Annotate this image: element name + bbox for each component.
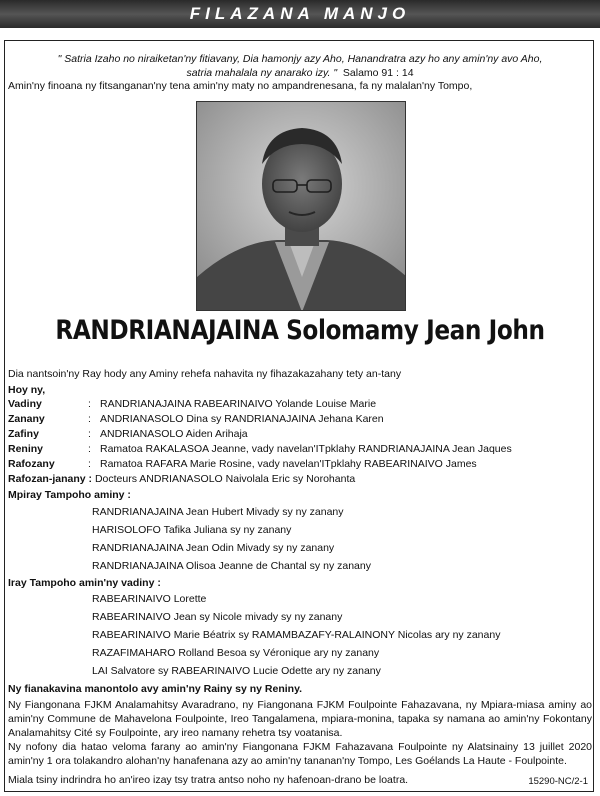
relative-label: Zanany	[8, 413, 45, 425]
paragraph-organizations: Ny Fiangonana FJKM Analamahitsy Avaradrano, ny Fiangonana FJKM Foulpointe Fahazavana, ny Mpiara-miasa aminy ao amin'ny Commune de Mahavelona Foulpointe, Ireo Tangalamena, mpiara-monina, tapaka sy namana ao amin'ny Fokontany Analamahitsy Cité sy Foulpointe, ary ireo namany rehetra tsy voatanisa.	[8, 699, 592, 739]
relative-value: RANDRIANAJAINA RABEARINAIVO Yolande Louise Marie	[100, 398, 377, 410]
notice-header	[0, 0, 600, 28]
rafozan-janany-value: Docteurs ANDRIANASOLO Naivolala Eric sy Norohanta	[94, 473, 356, 485]
relative-value: ANDRIANASOLO Dina sy RANDRIANAJAINA Jehana Karen	[100, 413, 384, 425]
mpiray-title: Mpiray Tampoho aminy :	[8, 489, 131, 501]
rafozan-janany-row	[8, 473, 355, 485]
portrait-image	[197, 102, 406, 311]
iray-item: RAZAFIMAHARO Rolland Besoa sy Véronique ary ny zanany	[92, 647, 380, 659]
notice-title: FILAZANA MANJO	[189, 4, 411, 23]
verse-line-2: satria mahalala ny anarako izy. "	[186, 67, 338, 79]
mpiray-item: RANDRIANAJAINA Jean Hubert Mivady sy ny zanany	[92, 506, 344, 518]
relative-value: Ramatoa RAFARA Marie Rosine, vady navelan'ITpklahy RABEARINAIVO James	[100, 458, 477, 470]
final-note: Miala tsiny indrindra ho an'ireo izay tsy tratra antso noho ny hafenoan-drano be loatra.	[8, 774, 409, 786]
relative-label: Zafiny	[8, 428, 39, 440]
bible-verse	[20, 52, 580, 80]
iray-item: RABEARINAIVO Lorette	[92, 593, 207, 605]
rafozan-janany-label: Rafozan-janany :	[8, 473, 93, 485]
deceased-name: RANDRIANAJAINA Solomamy Jean John	[55, 315, 545, 346]
relative-row: Zafiny : ANDRIANASOLO Aiden Arihaja	[8, 428, 248, 440]
portrait-photo	[196, 101, 406, 311]
hoy-ny-label: Hoy ny,	[8, 384, 46, 396]
ad-code: 15290-NC/2-1	[528, 776, 588, 787]
paragraph-funeral: Ny nofony dia hatao veloma farany ao amin'ny Fiangonana FJKM Fahazavana Foulpointe ny Alatsinainy 13 juillet 2020 amin'ny 1 ora tolakandro alohan'ny hanafenana azy ao amin'ny tananan'ny Tompo, Les Goélands La Haute - Foulpointe.	[8, 741, 592, 767]
relative-value: ANDRIANASOLO Aiden Arihaja	[100, 428, 248, 440]
mpiray-item: HARISOLOFO Tafika Juliana sy ny zanany	[92, 524, 292, 536]
relative-label: Reniny	[8, 443, 44, 455]
verse-line-1: " Satria Izaho no niraiketan'ny fitiavany, Dia hamonjy azy Aho, Hanandratra azy ho any amin'ny avo Aho,	[57, 53, 543, 65]
mpiray-item: RANDRIANAJAINA Jean Odin Mivady sy ny zanany	[92, 542, 335, 554]
relative-label: Vadiny	[8, 398, 42, 410]
relative-row: Reniny : Ramatoa RAKALASOA Jeanne, vady navelan'ITpklahy RANDRIANAJAINA Jean Jaques	[8, 443, 512, 455]
relative-row: Rafozany : Ramatoa RAFARA Marie Rosine, vady navelan'ITpklahy RABEARINAIVO James	[8, 458, 477, 470]
relative-value: Ramatoa RAKALASOA Jeanne, vady navelan'ITpklahy RANDRIANAJAINA Jean Jaques	[100, 443, 512, 455]
iray-item: RABEARINAIVO Jean sy Nicole mivady sy ny zanany	[92, 611, 343, 623]
iray-item: RABEARINAIVO Marie Béatrix sy RAMAMBAZAFY-RALAINONY Nicolas ary ny zanany	[92, 629, 501, 641]
announcement-text: Dia nantsoin'ny Ray hody any Aminy rehefa nahavita ny fihazakazahany tety an-tany	[8, 368, 402, 380]
closing-family: Ny fianakavina manontolo avy amin'ny Rainy sy ny Reniny.	[8, 683, 303, 695]
relative-row: Zanany : ANDRIANASOLO Dina sy RANDRIANAJAINA Jehana Karen	[8, 413, 384, 425]
iray-title: Iray Tampoho amin'ny vadiny :	[8, 577, 161, 589]
relative-label: Rafozany	[8, 458, 55, 470]
relative-row: Vadiny : RANDRIANAJAINA RABEARINAIVO Yolande Louise Marie	[8, 398, 377, 410]
intro-text: Amin'ny finoana ny fitsanganan'ny tena amin'ny maty no ampandrenesana, fa ny malalan'ny Tompo,	[8, 80, 473, 92]
mpiray-item: RANDRIANAJAINA Olisoa Jeanne de Chantal sy ny zanany	[92, 560, 371, 572]
verse-reference: Salamo 91 : 14	[342, 67, 414, 79]
iray-item: LAI Salvatore sy RABEARINAIVO Lucie Odette ary ny zanany	[92, 665, 381, 677]
